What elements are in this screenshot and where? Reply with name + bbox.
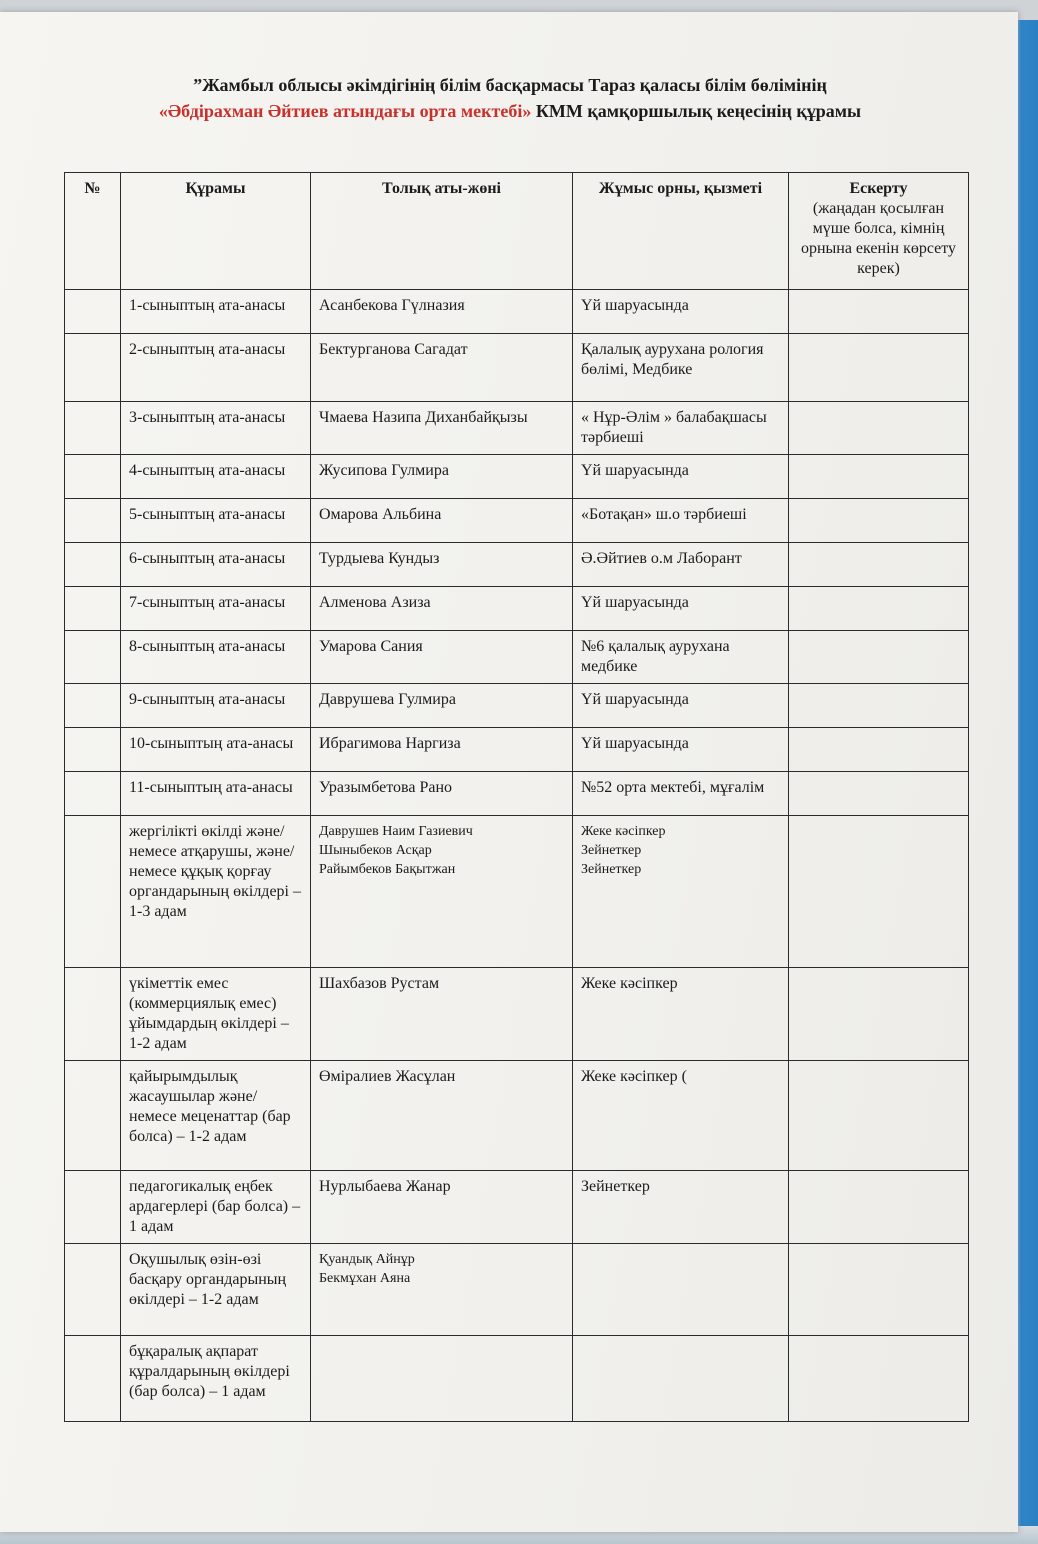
row-workplace xyxy=(573,1244,789,1336)
row-full-name xyxy=(311,290,573,334)
row-note xyxy=(789,1171,969,1244)
row-workplace xyxy=(573,499,789,543)
row-workplace xyxy=(573,1336,789,1422)
row-full-name-line: Бекмұхан Аяна xyxy=(319,1271,411,1286)
row-composition: үкіметтік емес (коммерциялық емес) ұйымдардың өкілдері – 1-2 адам xyxy=(121,968,311,1061)
row-full-name xyxy=(311,499,573,543)
row-composition: 6-сыныптың ата-анасы xyxy=(121,543,311,587)
row-workplace-line: Үй шаруасында xyxy=(581,691,689,708)
row-workplace-line: Қалалық аурухана рология бөлімі, Медбике xyxy=(581,341,764,378)
row-workplace-line: « Нұр-Әлім » балабақшасы тәрбиеші xyxy=(581,409,767,446)
table-row xyxy=(65,1061,969,1171)
row-workplace-line: №6 қалалық аурухана медбике xyxy=(581,638,730,675)
row-num xyxy=(65,684,121,728)
row-full-name xyxy=(311,1244,573,1336)
row-full-name-line: Қуандық Айнұр xyxy=(319,1252,415,1267)
row-full-name xyxy=(311,684,573,728)
table-row xyxy=(65,1171,969,1244)
table-body xyxy=(65,290,969,1422)
row-composition: 3-сыныптың ата-анасы xyxy=(121,402,311,455)
row-composition: қайырымдылық жасаушылар және/немесе меценаттар (бар болса) – 1-2 адам xyxy=(121,1061,311,1171)
row-num xyxy=(65,1171,121,1244)
row-composition: 1-сыныптың ата-анасы xyxy=(121,290,311,334)
row-full-name-line: Ибрагимова Наргиза xyxy=(319,735,461,752)
row-num xyxy=(65,1061,121,1171)
row-note xyxy=(789,684,969,728)
row-full-name xyxy=(311,728,573,772)
table-row xyxy=(65,684,969,728)
header-composition: Құрамы xyxy=(121,173,311,290)
row-full-name-line: Алменова Азиза xyxy=(319,594,431,611)
row-workplace-line: №52 орта мектебі, мұғалім xyxy=(581,779,765,796)
row-num xyxy=(65,587,121,631)
row-note xyxy=(789,1244,969,1336)
row-workplace-line: Зейнеткер xyxy=(581,862,642,877)
row-note xyxy=(789,728,969,772)
row-workplace xyxy=(573,772,789,816)
row-num xyxy=(65,728,121,772)
header-note-title: Ескерту xyxy=(849,180,908,197)
row-full-name xyxy=(311,968,573,1061)
row-note xyxy=(789,816,969,968)
row-full-name xyxy=(311,1171,573,1244)
row-full-name xyxy=(311,455,573,499)
row-note xyxy=(789,968,969,1061)
table-row xyxy=(65,587,969,631)
row-full-name xyxy=(311,772,573,816)
table-row xyxy=(65,334,969,402)
row-full-name-line: Даврушева Гулмира xyxy=(319,691,456,708)
table-row xyxy=(65,816,969,968)
row-composition: 2-сыныптың ата-анасы xyxy=(121,334,311,402)
row-composition: 9-сыныптың ата-анасы xyxy=(121,684,311,728)
row-full-name xyxy=(311,1336,573,1422)
row-full-name-line: Даврушев Наим Газиевич xyxy=(319,824,473,839)
row-workplace xyxy=(573,290,789,334)
school-name: «Әбдірахман Әйтиев атындағы орта мектебі» xyxy=(158,101,532,121)
row-composition: 11-сыныптың ата-анасы xyxy=(121,772,311,816)
row-num xyxy=(65,1244,121,1336)
row-full-name-line: Асанбекова Гүлназия xyxy=(319,297,465,314)
row-full-name-line: Чмаева Назипа Диханбайқызы xyxy=(319,409,528,426)
row-workplace-line: Үй шаруасында xyxy=(581,735,689,752)
row-num xyxy=(65,290,121,334)
row-num xyxy=(65,402,121,455)
title-line-1: ”Жамбыл облысы әкімдігінің білім басқармасы Тараз қаласы білім бөлімінің xyxy=(193,75,827,95)
row-workplace-line: Үй шаруасында xyxy=(581,297,689,314)
row-composition: 8-сыныптың ата-анасы xyxy=(121,631,311,684)
table-row xyxy=(65,631,969,684)
row-composition: педагогикалық еңбек ардагерлері (бар болса) – 1 адам xyxy=(121,1171,311,1244)
header-full-name: Толық аты-жөні xyxy=(311,173,573,290)
row-full-name-line: Райымбеков Бақытжан xyxy=(319,862,456,877)
row-note xyxy=(789,1061,969,1171)
row-num xyxy=(65,968,121,1061)
row-workplace xyxy=(573,1171,789,1244)
document-title xyxy=(40,72,980,124)
row-full-name xyxy=(311,587,573,631)
row-num xyxy=(65,772,121,816)
row-workplace xyxy=(573,334,789,402)
row-workplace xyxy=(573,728,789,772)
row-composition: жергілікті өкілді және/немесе атқарушы, және/немесе құқық қорғау органдарының өкілдері – 1-3 адам xyxy=(121,816,311,968)
row-composition: 10-сыныптың ата-анасы xyxy=(121,728,311,772)
row-full-name-line: Шыныбеков Асқар xyxy=(319,843,432,858)
row-full-name xyxy=(311,816,573,968)
row-full-name-line: Жусипова Гулмира xyxy=(319,462,449,479)
table-row xyxy=(65,728,969,772)
row-full-name xyxy=(311,543,573,587)
row-composition: бұқаралық ақпарат құралдарының өкілдері (бар болса) – 1 адам xyxy=(121,1336,311,1422)
table-row xyxy=(65,499,969,543)
row-num xyxy=(65,334,121,402)
row-full-name xyxy=(311,1061,573,1171)
row-full-name xyxy=(311,631,573,684)
row-full-name-line: Турдыева Кундыз xyxy=(319,550,440,567)
row-note xyxy=(789,290,969,334)
header-workplace: Жұмыс орны, қызметі xyxy=(573,173,789,290)
row-note xyxy=(789,402,969,455)
header-num: № xyxy=(65,173,121,290)
council-table xyxy=(64,172,969,1422)
row-workplace-line: Зейнеткер xyxy=(581,1178,650,1195)
title-line-2-rest: КММ қамқоршылық кеңесінің құрамы xyxy=(531,101,862,121)
row-num xyxy=(65,543,121,587)
table-row xyxy=(65,1244,969,1336)
header-note-sub: (жаңадан қосылған мүше болса, кімнің орнына екенін көрсету керек) xyxy=(800,200,957,277)
row-workplace-line: Үй шаруасында xyxy=(581,594,689,611)
row-full-name-line: Умарова Сания xyxy=(319,638,423,655)
row-full-name-line: Өміралиев Жасұлан xyxy=(319,1068,456,1085)
row-composition: 7-сыныптың ата-анасы xyxy=(121,587,311,631)
table-row xyxy=(65,1336,969,1422)
row-note xyxy=(789,772,969,816)
row-workplace-line: Жеке кәсіпкер ( xyxy=(581,1068,687,1085)
row-workplace xyxy=(573,587,789,631)
row-workplace xyxy=(573,631,789,684)
row-workplace xyxy=(573,684,789,728)
row-workplace xyxy=(573,402,789,455)
document-sheet xyxy=(0,12,1018,1532)
row-workplace-line: Үй шаруасында xyxy=(581,462,689,479)
title-line-2 xyxy=(40,98,980,124)
table-row xyxy=(65,772,969,816)
row-note xyxy=(789,334,969,402)
table-row xyxy=(65,290,969,334)
row-num xyxy=(65,1336,121,1422)
row-num xyxy=(65,455,121,499)
row-workplace-line: Зейнеткер xyxy=(581,843,642,858)
row-composition: 5-сыныптың ата-анасы xyxy=(121,499,311,543)
row-workplace-line: Жеке кәсіпкер xyxy=(581,824,666,839)
row-full-name-line: Нурлыбаева Жанар xyxy=(319,1178,451,1195)
row-full-name-line: Бектурганова Сагадат xyxy=(319,341,468,358)
row-workplace xyxy=(573,816,789,968)
row-full-name-line: Уразымбетова Рано xyxy=(319,779,453,796)
row-note xyxy=(789,587,969,631)
row-workplace xyxy=(573,968,789,1061)
row-note xyxy=(789,455,969,499)
table-header-row xyxy=(65,173,969,290)
row-num xyxy=(65,499,121,543)
row-workplace xyxy=(573,543,789,587)
row-num xyxy=(65,816,121,968)
row-note xyxy=(789,631,969,684)
header-note xyxy=(789,173,969,290)
row-workplace xyxy=(573,455,789,499)
row-note xyxy=(789,499,969,543)
table-row xyxy=(65,968,969,1061)
row-full-name-line: Шахбазов Рустам xyxy=(319,975,440,992)
row-full-name xyxy=(311,334,573,402)
row-full-name-line: Омарова Альбина xyxy=(319,506,442,523)
row-composition: Оқушылық өзін-өзі басқару органдарының өкілдері – 1-2 адам xyxy=(121,1244,311,1336)
row-workplace-line: Ә.Әйтиев о.м Лаборант xyxy=(581,550,742,567)
table-row xyxy=(65,543,969,587)
row-full-name xyxy=(311,402,573,455)
row-note xyxy=(789,1336,969,1422)
table-row xyxy=(65,455,969,499)
row-workplace-line: Жеке кәсіпкер xyxy=(581,975,678,992)
row-note xyxy=(789,543,969,587)
row-workplace-line: «Ботақан» ш.о тәрбиеші xyxy=(581,506,747,523)
table-row xyxy=(65,402,969,455)
row-workplace xyxy=(573,1061,789,1171)
row-num xyxy=(65,631,121,684)
row-composition: 4-сыныптың ата-анасы xyxy=(121,455,311,499)
